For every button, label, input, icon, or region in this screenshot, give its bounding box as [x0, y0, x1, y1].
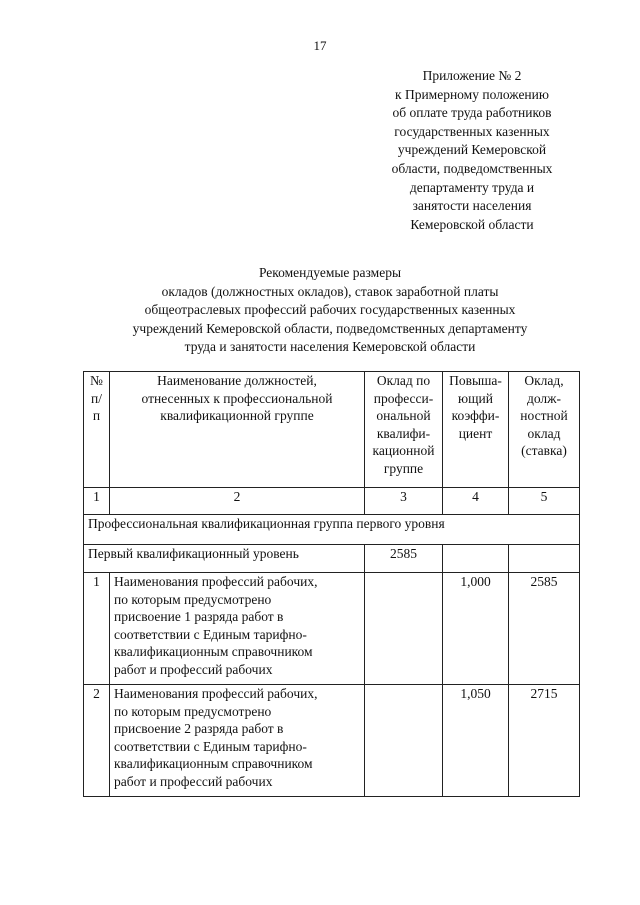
appendix-line: к Примерному положению: [395, 86, 549, 102]
group-title: Профессиональная квалификационная группа первого уровня: [84, 515, 580, 545]
appendix-line: Приложение № 2: [422, 68, 522, 83]
row-name: Наименования профессий рабочих, по которым предусмотрено присвоение 1 разряда работ в соответствии с Единым тарифно- квалификационным справочником работ и профессий рабочих: [110, 573, 365, 685]
appendix-caption: [372, 67, 572, 234]
appendix-line: занятости населения: [412, 198, 532, 214]
level-row: [84, 545, 580, 573]
level-base-salary: 2585: [365, 545, 443, 573]
row-coefficient: 1,000: [443, 573, 509, 685]
appendix-line: департаменту труда и: [409, 179, 535, 195]
row-number: 1: [84, 573, 110, 685]
title-line: труда и занятости населения Кемеровской области: [184, 339, 476, 355]
table-header-row: [84, 372, 580, 488]
title-line: учреждений Кемеровской области, подведомственных департаменту: [132, 320, 528, 336]
column-number: 5: [509, 488, 580, 515]
level-name: Первый квалификационный уровень: [84, 545, 365, 573]
empty-cell: [443, 545, 509, 573]
empty-cell: [509, 545, 580, 573]
header-cell-group-salary: Оклад по професси- ональной квалифи- кационной группе: [365, 372, 443, 488]
salary-table: [83, 371, 580, 797]
appendix-line: учреждений Кемеровской: [397, 142, 547, 158]
title-line: окладов (должностных окладов), ставок заработной платы: [161, 283, 499, 299]
page-number: 17: [313, 38, 327, 53]
empty-cell: [365, 573, 443, 685]
column-number: 1: [84, 488, 110, 515]
header-cell-number: № п/п: [84, 372, 110, 488]
column-number: 4: [443, 488, 509, 515]
row-salary: 2585: [509, 573, 580, 685]
appendix-line: об оплате труда работников: [392, 105, 552, 121]
header-cell-position-name: Наименование должностей, отнесенных к профессиональной квалификационной группе: [110, 372, 365, 488]
empty-cell: [365, 685, 443, 797]
appendix-line: области, подведомственных: [391, 160, 553, 176]
column-number-row: [84, 488, 580, 515]
row-salary: 2715: [509, 685, 580, 797]
appendix-line: государственных казенных: [394, 123, 550, 139]
row-name: Наименования профессий рабочих, по которым предусмотрено присвоение 2 разряда работ в соответствии с Единым тарифно- квалификационным справочником работ и профессий рабочих: [110, 685, 365, 797]
header-cell-salary: Оклад, долж- ностной оклад (ставка): [509, 372, 580, 488]
appendix-line: Кемеровской области: [410, 216, 534, 232]
table-row: [84, 685, 580, 797]
document-title: [70, 264, 590, 357]
column-number: 2: [110, 488, 365, 515]
header-cell-coefficient: Повыша- ющий коэффи- циент: [443, 372, 509, 488]
title-line: Рекомендуемые размеры: [258, 265, 402, 280]
row-coefficient: 1,050: [443, 685, 509, 797]
row-number: 2: [84, 685, 110, 797]
column-number: 3: [365, 488, 443, 515]
title-line: общеотраслевых профессий рабочих государственных казенных: [144, 302, 516, 318]
table-row: [84, 573, 580, 685]
group-title-row: [84, 515, 580, 545]
